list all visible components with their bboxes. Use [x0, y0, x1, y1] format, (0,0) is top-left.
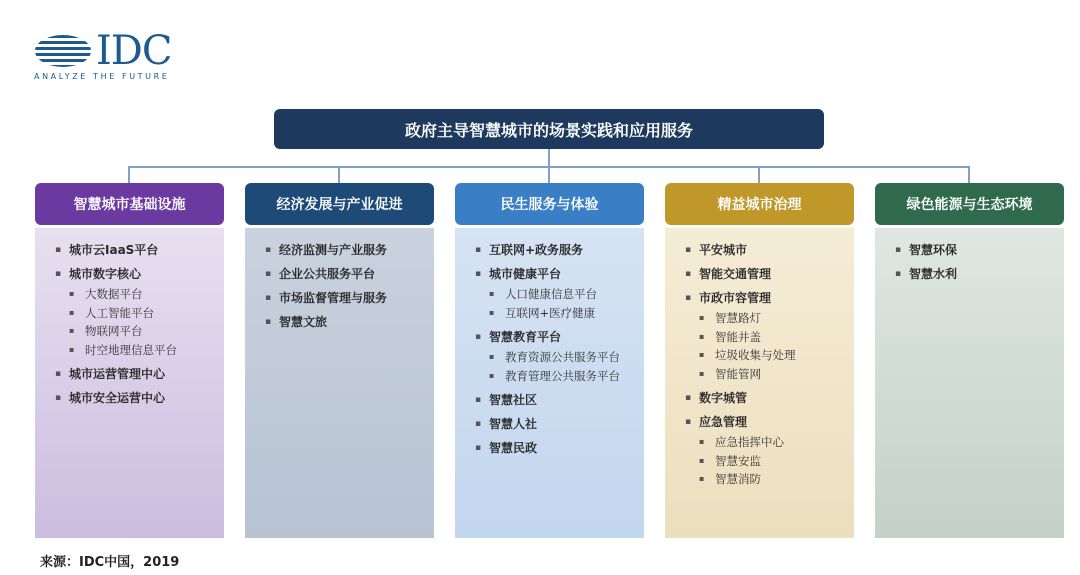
item-list	[245, 228, 434, 331]
globe-icon	[34, 34, 92, 68]
column-body	[455, 228, 644, 538]
sub-list-item: ▪ 教育资源公共服务平台	[489, 348, 644, 367]
diagram-title: 政府主导智慧城市的场景实践和应用服务	[274, 109, 824, 149]
list-item	[685, 290, 854, 383]
list-item-label: 城市健康平台	[489, 267, 562, 281]
list-item	[475, 440, 644, 457]
idc-logo	[34, 30, 194, 90]
column-header: 绿色能源与生态环境	[875, 183, 1064, 225]
column-header: 民生服务与体验	[455, 183, 644, 225]
list-item	[265, 266, 434, 283]
column-body	[875, 228, 1064, 538]
sub-list	[699, 309, 854, 383]
sub-list	[489, 285, 644, 322]
list-item	[55, 242, 224, 259]
column-body	[35, 228, 224, 538]
item-list	[875, 228, 1064, 283]
list-item-label: 智慧人社	[489, 417, 538, 431]
source-note: 来源：IDC中国，2019	[40, 555, 180, 570]
list-item-label: 市政市容管理	[699, 291, 772, 305]
list-item	[895, 242, 1064, 259]
list-item-label: 企业公共服务平台	[279, 267, 376, 281]
sub-list-item: ▪ 垃圾收集与处理	[699, 346, 854, 365]
list-item	[895, 266, 1064, 283]
sub-list-item: ▪ 大数据平台	[69, 285, 224, 304]
sub-list	[69, 285, 224, 359]
connector-trunk	[548, 149, 550, 167]
list-item	[265, 314, 434, 331]
logo-wordmark: IDC	[96, 28, 172, 74]
column-header: 智慧城市基础设施	[35, 183, 224, 225]
list-item	[475, 266, 644, 322]
sub-list-item: ▪ 智能管网	[699, 365, 854, 384]
list-item	[265, 290, 434, 307]
sub-list-item: ▪ 智能井盖	[699, 328, 854, 347]
list-item-label: 智慧民政	[489, 441, 538, 455]
sub-list	[699, 433, 854, 489]
list-item	[475, 392, 644, 409]
list-item-label: 城市安全运营中心	[69, 391, 166, 405]
sub-list-item: ▪ 人口健康信息平台	[489, 285, 644, 304]
column-body	[245, 228, 434, 538]
list-item-label: 数字城管	[699, 391, 748, 405]
sub-list-item: ▪ 教育管理公共服务平台	[489, 367, 644, 386]
sub-list-item: ▪ 时空地理信息平台	[69, 341, 224, 360]
list-item-label: 智慧文旅	[279, 315, 328, 329]
list-item-label: 城市云IaaS平台	[69, 243, 159, 257]
list-item	[265, 242, 434, 259]
connector-col-3	[548, 166, 550, 183]
list-item	[685, 414, 854, 489]
list-item-label: 应急管理	[699, 415, 748, 429]
connector-col-4	[758, 166, 760, 183]
connector-col-5	[968, 166, 970, 183]
sub-list-item: ▪ 应急指挥中心	[699, 433, 854, 452]
list-item-label: 智能交通管理	[699, 267, 772, 281]
column-header: 经济发展与产业促进	[245, 183, 434, 225]
sub-list	[489, 348, 644, 385]
list-item	[55, 266, 224, 359]
sub-list-item: ▪ 物联网平台	[69, 322, 224, 341]
list-item-label: 城市数字核心	[69, 267, 142, 281]
list-item	[475, 416, 644, 433]
sub-list-item: ▪ 智慧安监	[699, 452, 854, 471]
list-item-label: 经济监测与产业服务	[279, 243, 388, 257]
list-item-label: 智慧环保	[909, 243, 958, 257]
connector-col-2	[338, 166, 340, 183]
list-item-label: 互联网+政务服务	[489, 243, 584, 257]
column-body	[665, 228, 854, 538]
list-item	[685, 242, 854, 259]
item-list	[665, 228, 854, 489]
sub-list-item: ▪ 人工智能平台	[69, 304, 224, 323]
list-item-label: 市场监督管理与服务	[279, 291, 388, 305]
list-item	[475, 242, 644, 259]
sub-list-item: ▪ 智慧消防	[699, 470, 854, 489]
list-item-label: 平安城市	[699, 243, 748, 257]
sub-list-item: ▪ 智慧路灯	[699, 309, 854, 328]
connector-col-1	[128, 166, 130, 183]
list-item	[55, 366, 224, 383]
list-item	[55, 390, 224, 407]
list-item-label: 城市运营管理中心	[69, 367, 166, 381]
logo-tagline: ANALYZE THE FUTURE	[34, 72, 170, 81]
column-header: 精益城市治理	[665, 183, 854, 225]
item-list	[455, 228, 644, 457]
list-item	[685, 266, 854, 283]
list-item	[685, 390, 854, 407]
list-item-label: 智慧教育平台	[489, 330, 562, 344]
list-item-label: 智慧社区	[489, 393, 538, 407]
list-item	[475, 329, 644, 385]
list-item-label: 智慧水利	[909, 267, 958, 281]
sub-list-item: ▪ 互联网+医疗健康	[489, 304, 644, 323]
item-list	[35, 228, 224, 407]
